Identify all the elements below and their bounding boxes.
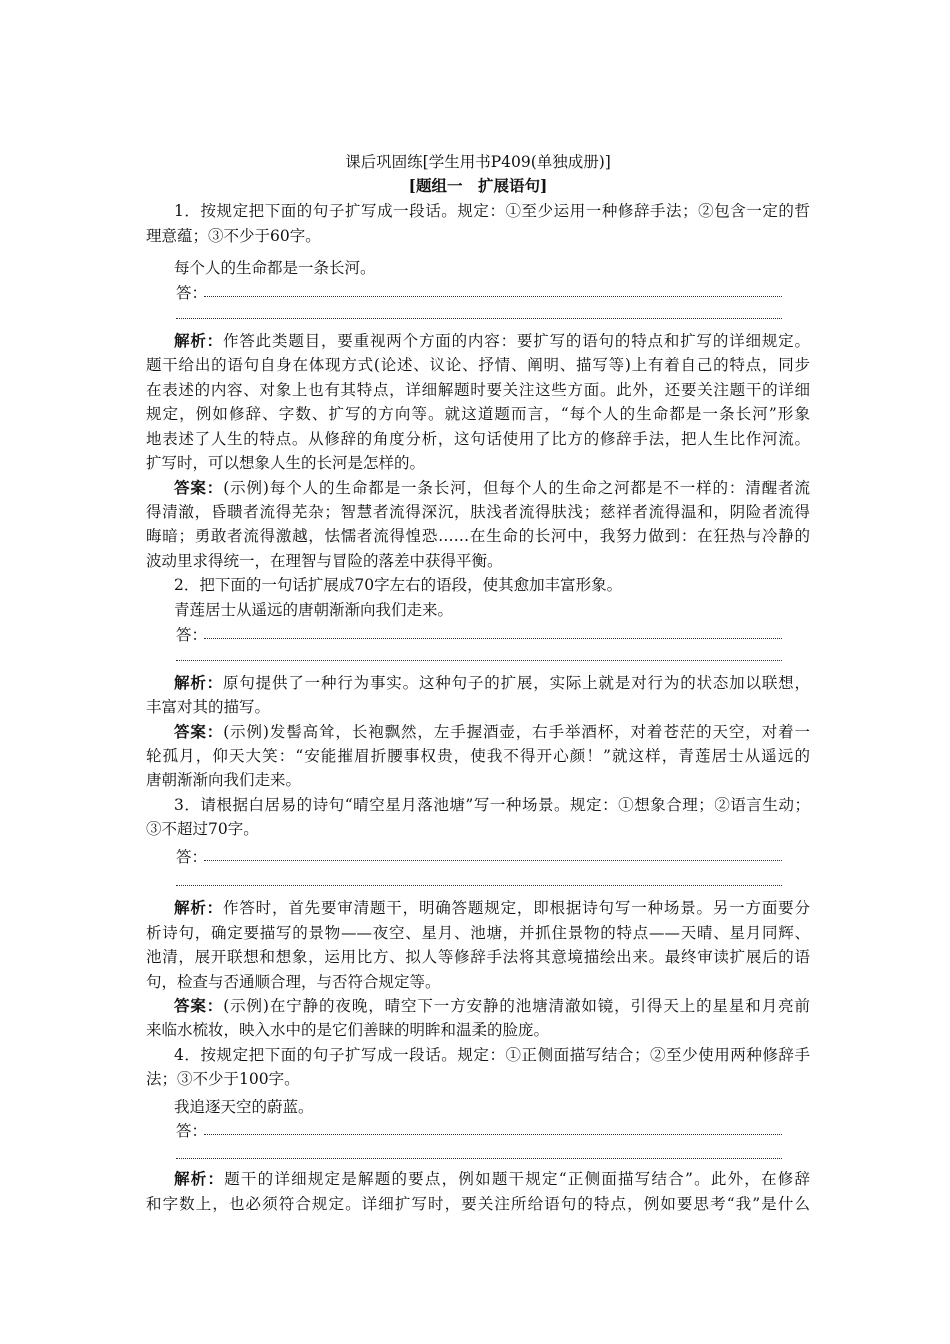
analysis-3-line-1: 解析：作答时，首先要审清题干，明确答题规定，即根据诗句写一种场景。另一方面要分 xyxy=(174,898,810,917)
answer-2-line-1: 答案：(示例)发髻高耸，长袍飘然，左手握酒壶，右手举酒杯，对着苍茫的天空，对着一 xyxy=(174,722,810,741)
analysis-2-line-1: 解析：原句提供了一种行为事实。这种句子的扩展，实际上就是对行为的状态加以联想， xyxy=(174,673,810,692)
question-3-line-2: ③不超过70字。 xyxy=(146,820,259,838)
answer-label: 答案： xyxy=(174,478,224,497)
question-4-sentence: 我追逐天空的蔚蓝。 xyxy=(174,1098,314,1116)
question-4-line-1: 4．按规定把下面的句子扩写成一段话。规定：①正侧面描写结合；②至少使用两种修辞手 xyxy=(174,1046,810,1064)
question-3-line-1: 3．请根据白居易的诗句“晴空星月落池塘”写一种场景。规定：①想象合理；②语言生动； xyxy=(174,796,810,814)
answer-2-line-3: 唐朝渐渐向我们走来。 xyxy=(146,771,302,789)
answer-prompt-4: 答： xyxy=(176,1122,208,1140)
answer-line-2b[interactable] xyxy=(176,660,782,661)
answer-1-line-4: 波动里求得统一，在理智与冒险的落差中获得平衡。 xyxy=(146,552,503,570)
analysis-1-line-3: 在表述的内容、对象上也有其特点，详细解题时要关注这些方面。此外，还要关注题干的详细 xyxy=(146,381,810,399)
answer-line-3a[interactable] xyxy=(204,860,782,861)
answer-line-1a[interactable] xyxy=(204,296,782,297)
answer-1-line-2: 得清澈，昏聩者流得芜杂；智慧者流得深沉，肤浅者流得肤浅；慈祥者流得温和，阴险者流得 xyxy=(146,503,810,521)
question-1-sentence: 每个人的生命都是一条长河。 xyxy=(174,259,376,277)
question-2-sentence: 青莲居士从遥远的唐朝渐渐向我们走来。 xyxy=(174,601,454,619)
answer-prompt-3: 答： xyxy=(176,848,208,866)
answer-prompt-2: 答： xyxy=(176,626,208,644)
answer-label: 答案： xyxy=(174,722,224,741)
analysis-4-line-1: 解析：题干的详细规定是解题的要点，例如题干规定“正侧面描写结合”。此外，在修辞 xyxy=(174,1169,810,1188)
answer-prompt-1: 答： xyxy=(176,284,208,302)
analysis-1-line-4: 规定，例如修辞、字数、扩写的方向等。就这道题而言，“每个人的生命都是一条长河”形象 xyxy=(146,405,810,423)
answer-line-4a[interactable] xyxy=(204,1134,782,1135)
question-4-line-2: 法；③不少于100字。 xyxy=(146,1070,300,1088)
analysis-label: 解析： xyxy=(174,898,223,917)
answer-line-3b[interactable] xyxy=(176,885,782,886)
answer-1-line-3: 晦暗；勇敢者流得激越，怯懦者流得惶恐……在生命的长河中，我努力做到：在狂热与冷静的 xyxy=(146,527,810,545)
analysis-2-line-2: 丰富对其的描写。 xyxy=(146,698,271,716)
analysis-3-line-2: 析诗句，确定要描写的景物——夜空、星月、池塘，并抓住景物的特点——天晴、星月同辉、 xyxy=(146,924,810,942)
analysis-3-line-4: 句，检查与否通顺合理，与否符合规定等。 xyxy=(146,973,441,991)
section-heading: [题组一 扩展语句] xyxy=(408,176,548,195)
analysis-label: 解析： xyxy=(174,673,223,692)
page-title: 课后巩固练[学生用书P409(单独成册)] xyxy=(345,153,611,171)
question-1-line-2: 理意蕴；③不少于60字。 xyxy=(146,227,321,245)
answer-label: 答案： xyxy=(174,996,224,1015)
answer-3-line-2: 来临水梳妆，映入水中的是它们善睐的明眸和温柔的脸庞。 xyxy=(146,1021,550,1039)
analysis-1-line-6: 扩写时，可以想象人生的长河是怎样的。 xyxy=(146,454,426,472)
analysis-4-line-2: 和字数上，也必须符合规定。详细扩写时，要关注所给语句的特点，例如要思考“我”是什么 xyxy=(146,1195,810,1213)
question-2-line-1: 2．把下面的一句话扩展成70字左右的语段，使其愈加丰富形象。 xyxy=(174,576,623,594)
analysis-1-line-1: 解析：作答此类题目，要重视两个方面的内容：要扩写的语句的特点和扩写的详细规定。 xyxy=(174,331,810,350)
analysis-label: 解析： xyxy=(174,1169,225,1188)
analysis-label: 解析： xyxy=(174,331,223,350)
answer-2-line-2: 轮孤月，仰天大笑：“安能摧眉折腰事权贵，使我不得开心颜！”就这样，青莲居士从遥远的 xyxy=(146,747,810,765)
answer-line-2a[interactable] xyxy=(204,638,782,639)
analysis-3-line-3: 池清，展开联想和想象，运用比方、拟人等修辞手法将其意境描绘出来。最终审读扩展后的语 xyxy=(146,948,810,966)
answer-1-line-1: 答案：(示例)每个人的生命都是一条长河，但每个人的生命之河都是不一样的：清醒者流 xyxy=(174,478,810,497)
answer-line-1b[interactable] xyxy=(176,318,782,319)
answer-line-4b[interactable] xyxy=(176,1158,782,1159)
answer-3-line-1: 答案：(示例)在宁静的夜晚，晴空下一方安静的池塘清澈如镜，引得天上的星星和月亮前 xyxy=(174,996,810,1015)
question-1-line-1: 1．按规定把下面的句子扩写成一段话。规定：①至少运用一种修辞手法；②包含一定的哲 xyxy=(174,202,810,220)
analysis-1-line-2: 题干给出的语句自身在体现方式(论述、议论、抒情、阐明、描写等)上有着自己的特点，同步 xyxy=(146,356,810,374)
analysis-1-line-5: 地表述了人生的特点。从修辞的角度分析，这句话使用了比方的修辞手法，把人生比作河流。 xyxy=(146,430,810,448)
